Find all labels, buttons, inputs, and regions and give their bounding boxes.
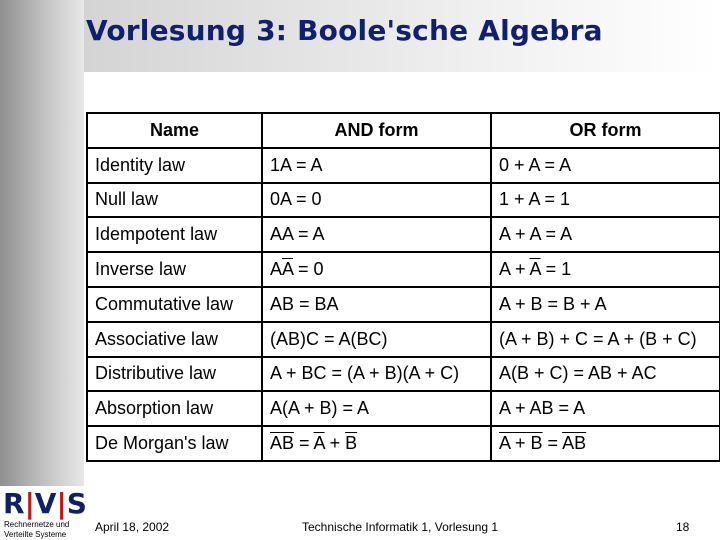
logo-letter: R <box>3 487 25 520</box>
law-name: Inverse law <box>87 252 262 287</box>
table-row <box>87 217 720 252</box>
rvs-logo-mark <box>3 487 87 520</box>
or-form: A(B + C) = AB + AC <box>491 357 720 392</box>
header-or-form: OR form <box>491 113 720 148</box>
and-form: AA = A <box>262 217 491 252</box>
table-row <box>87 357 720 392</box>
and-form <box>262 426 491 461</box>
logo-divider: | <box>56 487 67 520</box>
or-form-part: A + <box>499 259 530 280</box>
or-form: 0 + A = A <box>491 148 720 183</box>
complement-term: $\overline{A}$ <box>313 433 325 454</box>
footer-page-number: 18 <box>676 520 690 534</box>
complement-term: $\overline{B}$ <box>345 433 358 454</box>
and-form: (AB)C = A(BC) <box>262 322 491 357</box>
or-form-part: = <box>542 433 563 454</box>
or-form <box>491 426 720 461</box>
header-name: Name <box>87 113 262 148</box>
and-form-part: = 0 <box>293 259 324 280</box>
law-name: Distributive law <box>87 357 262 392</box>
or-form-part: = 1 <box>540 259 572 280</box>
or-form: 1 + A = 1 <box>491 183 720 218</box>
complement-term: $\overline{A}$ <box>562 433 575 454</box>
table-row <box>87 391 720 426</box>
or-form: A + AB = A <box>491 391 720 426</box>
and-form-part: = <box>294 433 314 454</box>
law-name: Absorption law <box>87 391 262 426</box>
law-name: Idempotent law <box>87 217 262 252</box>
table-header-row <box>87 113 720 148</box>
table-row <box>87 287 720 322</box>
boolean-laws-table <box>86 112 720 462</box>
and-form <box>262 252 491 287</box>
slide-title: Vorlesung 3: Boole'sche Algebra <box>86 14 603 47</box>
and-form-part: A <box>270 259 283 280</box>
logo-subtitle-line2: Verteilte Systeme <box>4 530 67 539</box>
complement-term: A + B <box>499 433 543 454</box>
footer-date: April 18, 2002 <box>95 520 170 534</box>
complement-term: $\overline{A}$ <box>282 259 294 280</box>
complement-term: $\overline{B}$ <box>574 433 587 454</box>
and-form: A + BC = (A + B)(A + C) <box>262 357 491 392</box>
and-form: 1A = A <box>262 148 491 183</box>
footer-course: Technische Informatik 1, Vorlesung 1 <box>302 520 499 534</box>
or-form: (A + B) + C = A + (B + C) <box>491 322 720 357</box>
table-row <box>87 183 720 218</box>
and-form: A(A + B) = A <box>262 391 491 426</box>
logo-subtitle-line1: Rechnernetze und <box>4 520 70 529</box>
complement-term: $\overline{A}$ <box>529 259 541 280</box>
law-name: Commutative law <box>87 287 262 322</box>
law-name: Identity law <box>87 148 262 183</box>
complement-term: $\overline{AB}$ <box>270 433 295 454</box>
table-row <box>87 322 720 357</box>
law-name: Associative law <box>87 322 262 357</box>
table-row <box>87 252 720 287</box>
or-form <box>491 252 720 287</box>
logo-divider: | <box>24 487 35 520</box>
or-form: A + A = A <box>491 217 720 252</box>
header-and-form: AND form <box>262 113 491 148</box>
rvs-logo <box>0 487 87 540</box>
table-row <box>87 148 720 183</box>
and-form-part: + <box>324 433 346 454</box>
or-form: A + B = B + A <box>491 287 720 322</box>
left-decor-strip <box>0 0 84 486</box>
logo-letter: S <box>66 487 87 520</box>
law-name: De Morgan's law <box>87 426 262 461</box>
and-form: AB = BA <box>262 287 491 322</box>
law-name: Null law <box>87 183 262 218</box>
and-form: 0A = 0 <box>262 183 491 218</box>
table-row <box>87 426 720 461</box>
logo-letter: V <box>34 487 57 520</box>
